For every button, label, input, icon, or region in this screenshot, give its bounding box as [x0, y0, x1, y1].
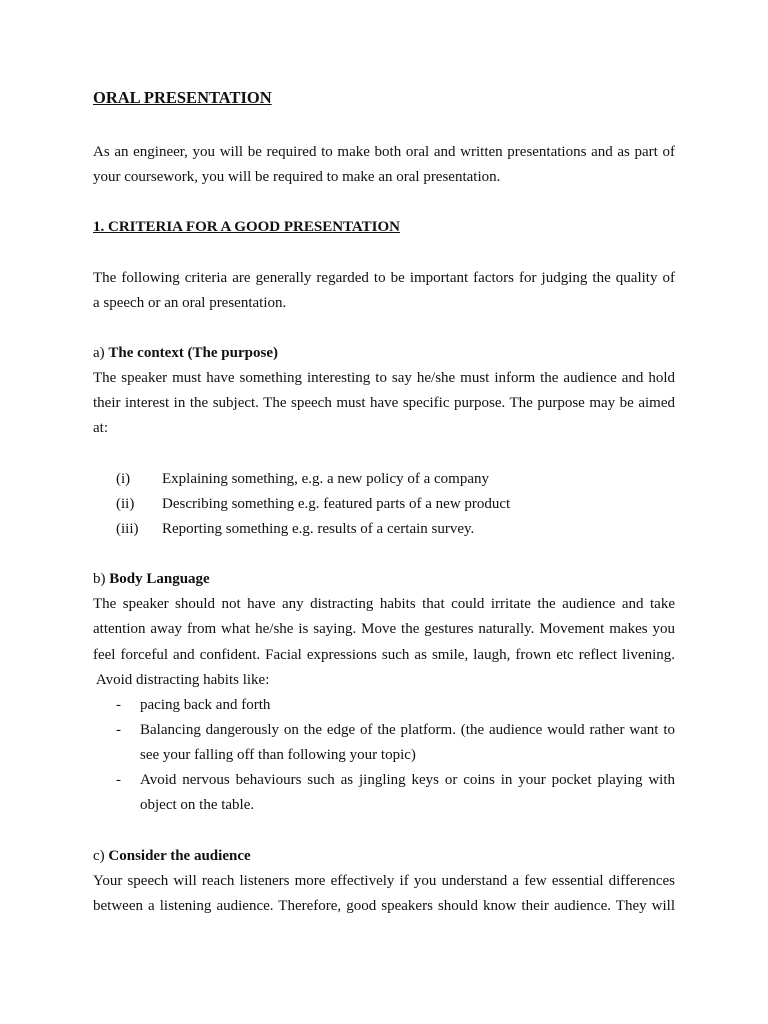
body-language-line-3: feel forceful and confident. Facial expressions such as smile, laugh, frown etc reflect livening. — [93, 647, 675, 663]
context-prefix: a) — [93, 345, 109, 361]
context-heading-line — [93, 343, 278, 363]
body-language-heading: Body Language — [109, 571, 210, 587]
bullet-text-line-2: object on the table. — [140, 797, 255, 813]
audience-heading-line — [93, 846, 251, 866]
section-intro-line-1: The following criteria are generally regarded to be important factors for judging the quality of — [93, 270, 675, 286]
section-heading: 1. CRITERIA FOR A GOOD PRESENTATION — [93, 219, 400, 235]
bullet-text-line-1: pacing back and forth — [140, 697, 271, 713]
list-item-text: Explaining something, e.g. a new policy of a company — [162, 471, 490, 487]
body-language-line-2: attention away from what he/she is saying. Move the gestures naturally. Movement makes you — [93, 621, 675, 637]
audience-heading: Consider the audience — [108, 848, 251, 864]
audience-line-2: between a listening audience. Therefore, good speakers should know their audience. They will — [93, 898, 675, 914]
bullet-dash: - — [116, 697, 121, 713]
body-language-line-1: The speaker should not have any distracting habits that could irritate the audience and take — [93, 596, 675, 612]
intro-line-1: As an engineer, you will be required to make both oral and written presentations and as part of — [93, 144, 675, 160]
bullet-dash: - — [116, 722, 121, 738]
body-language-prefix: b) — [93, 571, 110, 587]
section-intro-line-2: a speech or an oral presentation. — [93, 295, 287, 311]
bullet-text-line-1: Avoid nervous behaviours such as jingling keys or coins in your pocket playing with — [140, 772, 675, 788]
body-language-line-4: Avoid distracting habits like: — [93, 672, 270, 688]
audience-prefix: c) — [93, 848, 109, 864]
list-item-text: Describing something e.g. featured parts of a new product — [162, 496, 511, 512]
body-language-heading-line — [93, 569, 210, 589]
context-heading: The context (The purpose) — [108, 345, 278, 361]
document-title: ORAL PRESENTATION — [93, 88, 272, 107]
context-body-line-1: The speaker must have something interesting to say he/she must inform the audience and hold — [93, 370, 675, 386]
list-number: (ii) — [116, 496, 135, 512]
audience-line-1: Your speech will reach listeners more effectively if you understand a few essential differences — [93, 873, 675, 889]
list-number: (iii) — [116, 521, 139, 537]
intro-line-2: your coursework, you will be required to make an oral presentation. — [93, 169, 501, 185]
context-body-line-3: at: — [93, 420, 108, 436]
list-item-text: Reporting something e.g. results of a certain survey. — [162, 521, 475, 537]
list-number: (i) — [116, 471, 131, 487]
bullet-text-line-2: see your falling off than following your topic) — [140, 747, 416, 763]
bullet-text-line-1: Balancing dangerously on the edge of the platform. (the audience would rather want to — [140, 722, 675, 738]
bullet-dash: - — [116, 772, 121, 788]
context-body-line-2: their interest in the subject. The speech must have specific purpose. The purpose may be aimed — [93, 395, 675, 411]
